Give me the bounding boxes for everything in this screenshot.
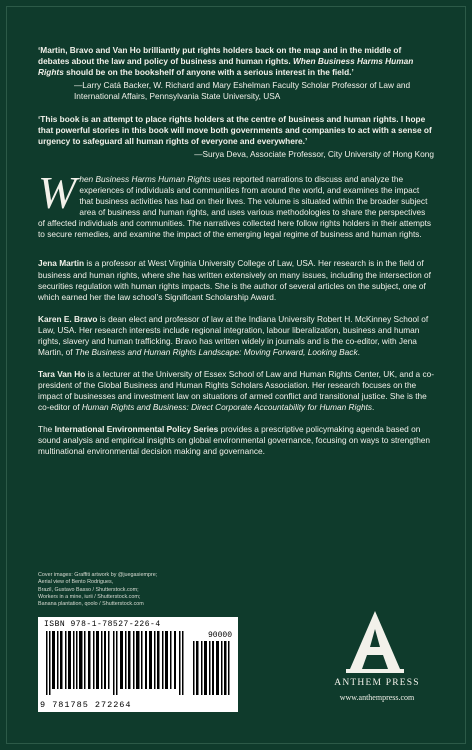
bio-name: Tara Van Ho xyxy=(38,368,86,379)
credit-line: Aerial view of Bento Rodrigues, xyxy=(38,579,114,586)
bio-jena-martin xyxy=(38,258,434,302)
bio-text: is dean elect and professor of law at the Indiana University Robert H. McKinney School of Law, USA. Her research interests include regional integration, labour liberalization, business and human rights, slavery and human trafficking. Bravo has written widely in journals and is the co-editor, with Jena Martin, of xyxy=(38,313,429,357)
credit-line: Cover images: Graffiti artwork by @juegasiempre; xyxy=(38,572,158,578)
bio-karen-bravo xyxy=(38,314,434,358)
summary-text: uses reported narrations to discuss and analyze the experiences of individuals and communities from around the world, and examines the impact that business activities has had on their lives. The volume is situated within the broader subject area of business and human rights, and uses various methodologies to share the perspectives of affected individuals and communities. The narratives collected here follow rights holders in their attempts to secure remedies, and examine the impact of the emerging legal regime of business and human rights. xyxy=(38,174,432,240)
summary-paragraph xyxy=(38,167,434,240)
isbn-barcode xyxy=(38,617,238,712)
bio-name: Karen E. Bravo xyxy=(38,313,98,324)
series-prefix: The xyxy=(38,423,55,434)
summary-title: hen Business Harms Human Rights xyxy=(79,174,211,185)
bio-text-end: . xyxy=(357,346,360,357)
quote-1-attribution: —Larry Catá Backer, W. Richard and Mary Eshelman Faculty Scholar Professor of Law and International Affairs, Pennsylvania State University, USA xyxy=(74,80,411,102)
endorsement-quote-2: ‘This book is an attempt to place rights holders at the centre of business and human rights. I hope that powerful stories in this book will move both governments and companies to act with a sense of urgency to safeguard all human rights of everyone and everywhere.’ xyxy=(38,114,432,147)
drop-cap: W xyxy=(38,167,77,219)
quote-1-text-b: should be on the bookshelf of anyone with a serious interest in the field.’ xyxy=(63,67,354,78)
bio-text: is a lecturer at the University of Essex School of Law and Human Rights Center, UK, and a co-president of the Global Business and Human Rights Scholars Association. Her research focuses on the impact of businesses and investment law on situations of armed conflict and transitional justice. She is the co-editor of xyxy=(38,368,434,412)
series-text: provides a prescriptive policymaking agenda based on sound analysis and empirical insights on global environmental governance, focusing on ways to strengthen multinational environmental decision making and governance. xyxy=(38,423,431,456)
bio-tara-van-ho xyxy=(38,369,434,413)
price-barcode-bars xyxy=(193,641,231,695)
publisher-name: ANTHEM PRESS xyxy=(334,678,420,688)
book-summary xyxy=(38,167,434,240)
author-bios xyxy=(38,258,434,456)
cover-credits xyxy=(38,572,188,608)
isbn-label: ISBN 978-1-78527-226-4 xyxy=(44,620,161,629)
quote-1-title: When Business Harms Human Rights xyxy=(38,56,414,78)
endorsement-quote-1 xyxy=(38,45,434,78)
bio-text: is a professor at West Virginia University College of Law, USA. Her research is in the field of business and human rights, where she has written extensively on many issues, including the intersection of securities regulation with human rights impacts. She is the author of several articles on the subject, one of which earned her the law school’s Significant Scholarship Award. xyxy=(38,258,431,302)
bio-name: Jena Martin xyxy=(38,258,85,269)
publisher-url[interactable]: www.anthempress.com xyxy=(339,693,415,702)
anthem-press-logo-icon xyxy=(340,607,410,677)
bio-text-end: . xyxy=(372,401,375,412)
credit-line: Brazil, Gustavo Basso / Shutterstock.com; xyxy=(38,586,139,593)
price-code: 90000 xyxy=(207,631,232,640)
bio-book-title: The Business and Human Rights Landscape: Moving Forward, Looking Back xyxy=(74,346,358,357)
bio-book-title: Human Rights and Business: Direct Corporate Accountability for Human Rights xyxy=(81,401,373,412)
series-name: International Environmental Policy Series xyxy=(54,423,219,434)
quote-2-attribution: —Surya Deva, Associate Professor, City University of Hong Kong xyxy=(194,149,434,160)
barcode-number: 9 781785 272264 xyxy=(40,700,132,710)
quote-1-text-a: ‘Martin, Bravo and Van Ho brilliantly put rights holders back on the map and in the middle of debates about the law and policy of business and human rights. xyxy=(38,45,402,67)
credit-line: Banana plantation, qoolo / Shutterstock.com xyxy=(38,601,144,608)
credit-line: Workers in a mine, iurii / Shutterstock.com; xyxy=(38,593,141,600)
back-cover-content xyxy=(38,45,434,468)
series-description xyxy=(38,424,434,457)
barcode-bars xyxy=(46,631,186,695)
